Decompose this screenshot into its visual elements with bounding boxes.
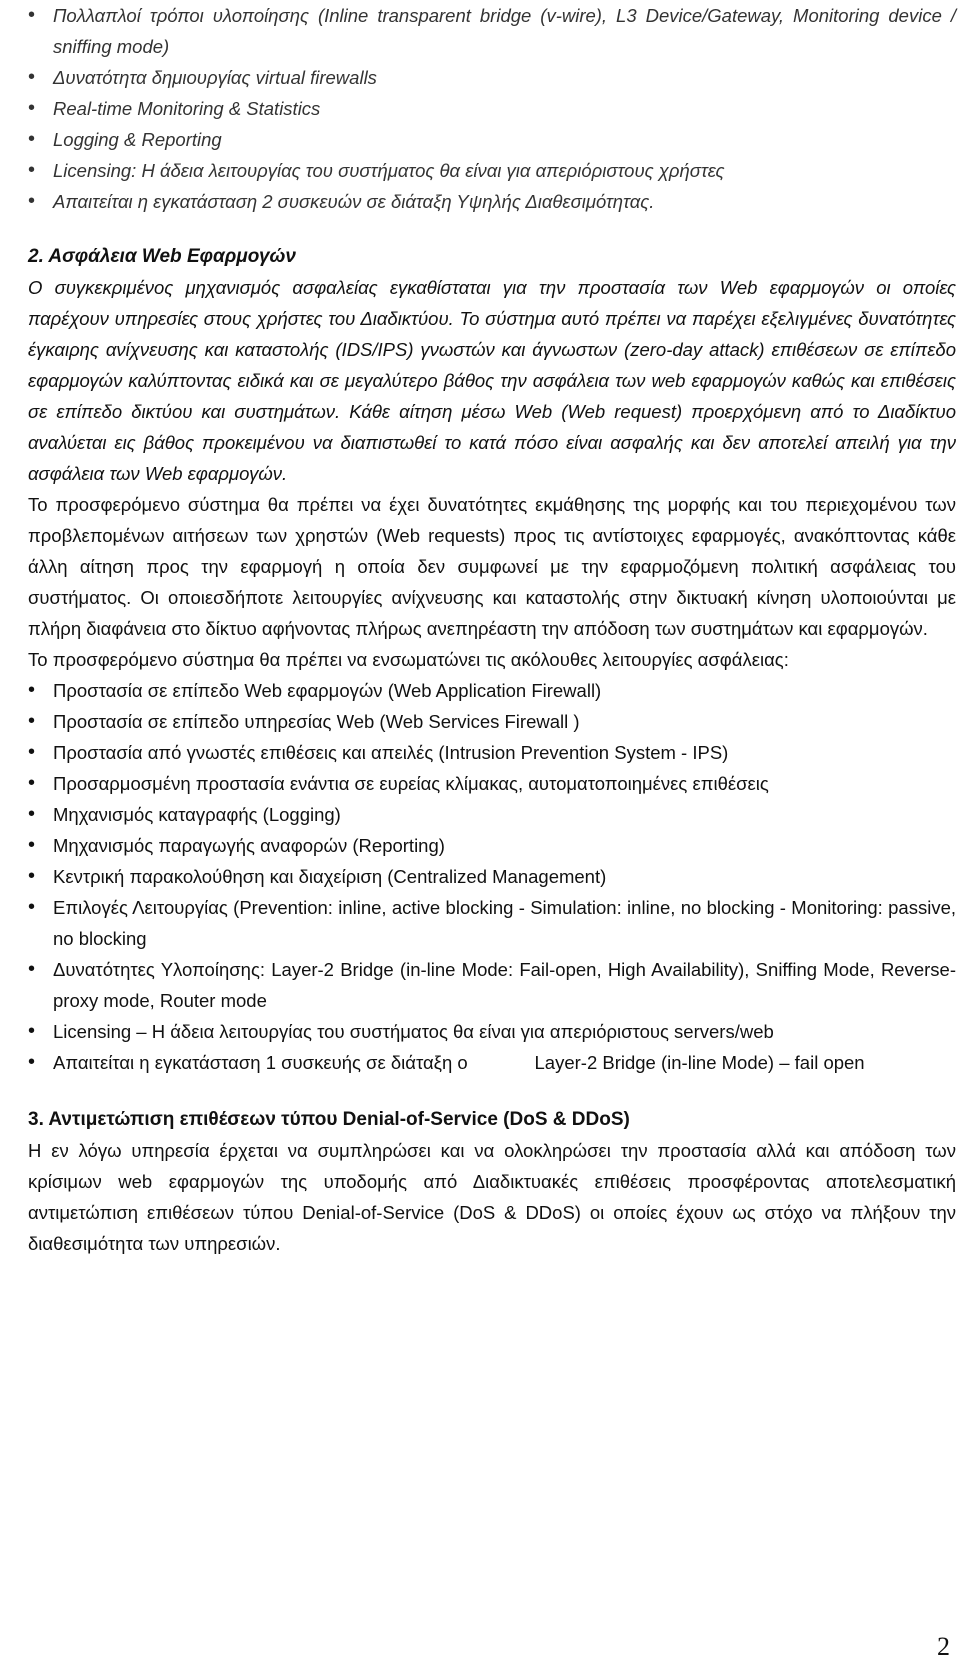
list-item: • Licensing – Η άδεια λειτουργίας του συστήματος θα είναι για απεριόριστους servers/web: [28, 1016, 956, 1047]
list-item: • Απαιτείται η εγκατάσταση 2 συσκευών σε διάταξη Υψηλής Διαθεσιμότητας.: [28, 186, 956, 217]
list-item: • Προστασία σε επίπεδο Web εφαρμογών (Web Application Firewall): [28, 675, 956, 706]
spacer: [28, 217, 956, 241]
list-item: • Licensing: Η άδεια λειτουργίας του συστήματος θα είναι για απεριόριστους χρήστες: [28, 155, 956, 186]
paragraph: Το προσφερόμενο σύστημα θα πρέπει να έχει δυνατότητες εκμάθησης της μορφής και του περιεχομένου των προβλεπομένων αιτήσεων των χρηστών (Web requests) προς τις αντίστοιχες εφαρμογές, ανακόπτοντας κάθε άλλη αίτηση προς την εφαρμογή η οποία δεν συμφωνεί με την εφαρμοζόμενη πολιτική ασφάλειας του συστήματος. Οι οποιεσδήποτε λειτουργίες ανίχνευσης και καταστολής στην δικτυακή κίνηση υλοποιούνται με πλήρη διαφάνεια στο δίκτυο αφήνοντας πλήρως ανεπηρέαστη την απόδοση των συστημάτων και εφαρμογών.: [28, 494, 956, 639]
document-page: [28, 0, 956, 1259]
list-item: • Προστασία σε επίπεδο υπηρεσίας Web (Web Services Firewall ): [28, 706, 956, 737]
list-item: • Δυνατότητα δημιουργίας virtual firewalls: [28, 62, 956, 93]
features-list: [28, 0, 956, 217]
list-item: • Απαιτείται η εγκατάσταση 1 συσκευής σε διάταξη ο Layer-2 Bridge (in-line Mode) – fail open: [28, 1047, 956, 1078]
paragraph: Το προσφερόμενο σύστημα θα πρέπει να ενσωματώνει τις ακόλουθες λειτουργίες ασφάλειας:: [28, 649, 789, 670]
list-item: • Real-time Monitoring & Statistics: [28, 93, 956, 124]
section-heading-web-security: 2. Ασφάλεια Web Εφαρμογών: [28, 246, 296, 267]
list-item: • Προσαρμοσμένη προστασία ενάντια σε ευρείας κλίμακας, αυτοματοποιημένες επιθέσεις: [28, 768, 956, 799]
list-item: • Προστασία από γνωστές επιθέσεις και απειλές (Intrusion Prevention System - IPS): [28, 737, 956, 768]
section-heading-dos: 3. Αντιμετώπιση επιθέσεων τύπου Denial-of-Service (DoS & DDoS): [28, 1109, 630, 1130]
list-item: • Μηχανισμός καταγραφής (Logging): [28, 799, 956, 830]
paragraph: Ο συγκεκριμένος μηχανισμός ασφαλείας εγκαθίσταται για την προστασία των Web εφαρμογών οι οποίες παρέχουν υπηρεσίες στους χρήστες του Διαδικτύου. Το σύστημα αυτό πρέπει να παρέχει εξελιγμένες δυνατότητες έγκαιρης ανίχνευσης και καταστολής (IDS/IPS) γνωστών και άγνωστων (zero-day attack) επιθέσεων σε επίπεδο εφαρμογών καλύπτοντας ειδικά και σε μεγαλύτερο βάθος την ασφάλεια των web εφαρμογών καθώς και επιθέσεις σε επίπεδο δικτύου και συστημάτων. Κάθε αίτηση μέσω Web (Web request) προερχόμενη από το Διαδίκτυο αναλύεται εις βάθος προκειμένου να διαπιστωθεί το κατά πόσο είναι ασφαλής και δεν αποτελεί απειλή για την ασφάλεια των Web εφαρμογών.: [28, 277, 956, 484]
list-item: • Logging & Reporting: [28, 124, 956, 155]
paragraph: Η εν λόγω υπηρεσία έρχεται να συμπληρώσει και να ολοκληρώσει την προστασία αλλά και απόδοση των κρίσιμων web εφαρμογών της υποδομής από Διαδικτυακές επιθέσεις προσφέροντας αποτελεσματική αντιμετώπιση επιθέσεων τύπου Denial-of-Service (DoS & DDoS) οι οποίες έχουν ως στόχο να πλήξουν την διαθεσιμότητα των υπηρεσιών.: [28, 1140, 956, 1254]
spacer: [28, 1078, 956, 1104]
security-functions-list: [28, 675, 956, 1078]
list-item: • Πολλαπλοί τρόποι υλοποίησης (Inline transparent bridge (v-wire), L3 Device/Gateway, Monitoring device / sniffing mode): [28, 0, 956, 62]
list-item: • Κεντρική παρακολούθηση και διαχείριση (Centralized Management): [28, 861, 956, 892]
list-item: • Μηχανισμός παραγωγής αναφορών (Reporting): [28, 830, 956, 861]
page-number: 2: [937, 1632, 950, 1661]
list-item: • Επιλογές Λειτουργίας (Prevention: inline, active blocking - Simulation: inline, no blocking - Monitoring: passive, no blocking: [28, 892, 956, 954]
list-item: • Δυνατότητες Υλοποίησης: Layer-2 Bridge (in-line Mode: Fail-open, High Availability), Sniffing Mode, Reverse-proxy mode, Router mode: [28, 954, 956, 1016]
